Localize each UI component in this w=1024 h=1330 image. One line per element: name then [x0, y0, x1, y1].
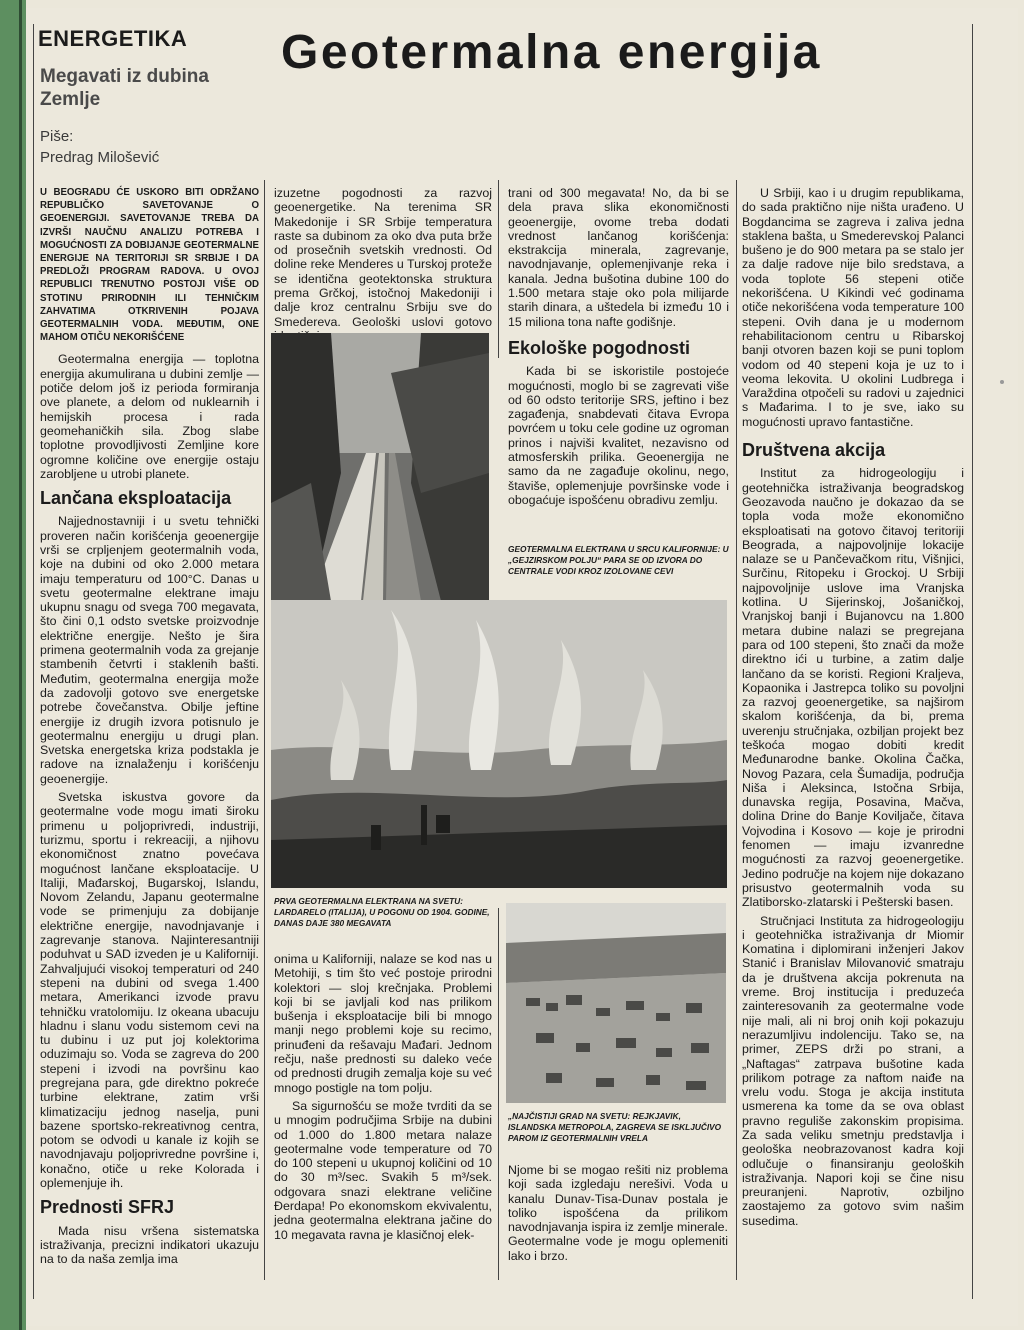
paragraph-sigurnost: Sa sigurnošću se može tvrditi da se u mnogim područjima Srbije na dubini od 1.000 do 1.800 metara nalaze geotermalne vode temperature od 70 do 100 stepeni u ukupnoj količini od 10 do 30 m³/sec. Svakih 5 m³/sek. odgovara snazi elektrane veličine Đerdapa! Po ekonomskom ekvivalentu, jedna geotermalna elektrana jačine do 10 megavata ravna je klasičnoj elek-	[274, 1098, 492, 1242]
lead-paragraph	[40, 186, 259, 344]
photo-reykjavik	[506, 903, 726, 1103]
paragraph-strucnjaci: Stručnjaci Instituta za hidrogeologiju i geotehnička istraživanja dr Miomir Komatina i diplomirani inženjeri Jakov Stanić i Branislav Milovanović smatraju da je društvena akcija pokrenuta na vreme. Broj institucija i preduzeća zainteresovanih za geotermalne vode nije mali, ali ni broj onih koji pokazuju nerazumljivu indolenciju. Tako se, na primer, ZEPS drži po strani, a „Naftagas“ zatrpava bušotine kada prilikom potrage za naftom naiđe na vrelu vodu. Stoga je akcija instituta usmerena ka tome da se ova oblast pravno reguliše zakonskim propisima. Za sada veliku smetnju predstavlja i geološka neobrazovanost kadra koji odlučuje o finansiranju geoloških istraživanja. Napori koji se čine nisu preuranjeni. Naprotiv, ozbiljno zaostajemo za gotovo svim našim susedima.	[742, 913, 964, 1228]
paragraph-dunav: Njome bi se mogao rešiti niz problema koji sada izgledaju nerešivi. Voda u kanalu Dunav-Tisa-Dunav postala je toliko ispošćena da prilikom navodnjavanja ispira iz zemlje minerale. Geotermalne vode je mogu oplemeniti lako i brzo.	[508, 1163, 728, 1263]
lead-text: U BEOGRADU ĆE USKORO BITI ODRŽANO REPUBLIČKO SAVETOVANJE O GEOENERGIJI. SAVETOVANJE TREBA DA IZVRŠI NAUČNU ANALIZU POTREBA I MOGUĆNOSTI ZA DOBIJANJE GEOTERMALNE ENERGIJE NA TERITORIJI SR SRBIJE I DA PREDLOŽI PROGRAM RADOVA. U OVOJ REPUBLICI TRENUTNO POSTOJI VIŠE OD STOTINU PRIRODNIH ILI TEHNIČKIM ZAHVATIMA OTKRIVENIH POJAVA GEOTERMALNIH VODA. MEĐUTIM, ONE MAHOM OTIČU NEKORIŠĆENE	[40, 187, 259, 344]
column-rule-left	[33, 24, 34, 1299]
paragraph-metohija: onima u Kaliforniji, nalaze se kod nas u Metohiji, s tim što već postoje prirodni kolektori — sloj krečnjaka. Problemi koji bi se javljali kod nas prilikom bušenja i eksploatacije bili bi mnogo manji nego problemi koje su recimo, prinuđeni da rešavaju Mađari. Jednom rečju, naše prednosti su daleko veće od prednosti drugih zemalja koje su već mnogo postigle na tom polju.	[274, 952, 492, 1095]
photo-geysers-field	[271, 600, 727, 888]
column-3-top	[508, 186, 729, 511]
paragraph-lancana-2: Svetska iskustva govore da geotermalne vode mogu imati široku primenu u poljoprivredi, industriji, turizmu, sportu i rekreaciji, a njihovu ekonomičnost znatno povećava mogućnost lančane eksploatacije. U Italiji, Mađarskoj, Bugarskoj, Islandu, Novom Zelandu, Japanu geotermalne vode se primenjuju za dobijanje električne energije, navodnjavanje i zagrevanje stanova. Najinteresantniji poduhvat u SAD izveden je u Kaliforniji. Zahvaljujući visokoj temperaturi od 240 stepeni na dubini od svega 1.400 metara, Amerikanci izvode pravu tehničku vratolomiju. Iz okeana ubacuju hladnu i slanu vodu sistemom cevi na tu dubinu i uz put joj kolektorima oduzimaju so. Voda se zagreva do 200 stepeni i izvodi na površinu kao pregrejana para, gde direktno pokreće turbine elektrane, zatim vrši klimatizaciju jednog naselja, puni bazene sportsko-rekreativnog centra, potom se odvodi u kanale iz kojih se navodnjavaju poljoprivredne površine i, konačno, otiče u reke Kolorada i oplemenjuje ih.	[40, 790, 259, 1191]
subheading-ekoloske: Ekološke pogodnosti	[508, 337, 691, 358]
column-rule-2-lower	[498, 908, 499, 1280]
column-rule-3	[736, 180, 737, 1280]
margin-mark	[1000, 380, 1004, 384]
page-binding-edge	[0, 0, 26, 1330]
paragraph-pogodnosti: izuzetne pogodnosti za razvoj geoenergetike. Na terenima SR Makedonije i SR Srbije temperatura raste sa dubinom za oko dva puta brže od prosečnih svetskih vrednosti. Od doline reke Menderes u Turskoj proteže se identična geotektonska struktura prema Grčkoj, istočnoj Makedoniji i dalje kroz centralnu Srbiju sve do Smedereva. Geološki uslovi gotovo	[274, 186, 492, 329]
column-2-top	[274, 186, 492, 347]
paragraph-ekoloske: Kada bi se iskoristile postojeće mogućnosti, moglo bi se zagrevati više od 60 odsto teritorije SRS, jeftino i bez zagađenja, snabdevati čitava Evropa povrćem u toku cele godine uz ogroman prinos i najviši kvalitet, nezavisno od atmosferskih prilika. Geoenergija ne samo da ne zagađuje okolinu, nego, štaviše, oplemenjuje površinske vode i obogaćuje ispošćenu obradivu zemlju.	[508, 364, 729, 507]
caption-reykjavik: „NAJČISTIJI GRAD NA SVETU: REJKJAVIK, ISLANDSKA METROPOLA, ZAGREVA SE ISKLJUČIVO PAROM IZ GEOTERMALNIH VRELA	[508, 1111, 722, 1143]
column-1	[40, 186, 259, 1271]
article-headline: Geotermalna energija	[281, 26, 822, 79]
section-kicker: ENERGETIKA	[38, 26, 188, 51]
author-name: Predrag Milošević	[40, 149, 160, 166]
caption-geysers: GEOTERMALNA ELEKTRANA U SRCU KALIFORNIJE: U „GEJZIRSKOM POLJU“ PARA SE OD IZVORA DO CENTRALE VODI KROZ IZOLOVANE CEVI	[508, 544, 729, 576]
subheading-prednosti: Prednosti SFRJ	[40, 1197, 175, 1218]
intro-paragraph: Geotermalna energija — toplotna energija akumulirana u dubini zemlje — potiče delom još iz perioda formiranja ove planete, a delom od nuklearnih i hemijskih procesa i rada geomehaničkih sila. Zbog slabe toplotne provodljivosti Zemljine kore ogromne količine ove energije ostaju zarobljene u utrobi planete.	[40, 352, 259, 481]
column-4	[742, 186, 964, 1232]
paragraph-institut: Institut za hidrogeologiju i geotehnička istraživanja beogradskog Geozavoda naučno je dokazao da se topla voda može ekonomično eksploatisati na gotovo čitavoj teritoriji Beograda, a najpovoljnije lokacije nalaze se u Pančevačkom ritu, Višnjici, Surčinu, Ritopeku i Grockoj. U Srbiji najpovoljnije uslove ima Vranjska kotlina. U Sijerinskoj, Jošaničkoj, Vranjskoj banji i Bujanovcu na 1.800 metara dubine nalazi se pregrejana para od 100 stepeni, što znači da može direktno ići u turbine, a zatim dalje lančano da se koristi. Regioni Kraljeva, Kopaonika i Jastrepca toliko su povoljni za razvoj geoenergetike, sa najširom skalom korišćenja, da bi, prema uverenju stručnjaka, ozbiljan projekt bez teškoća mogao dobiti kredit Međunarodne banke. Okolina Čačka, Novog Pazara, cela Šumadija, područja Niša i Aleksinca, Istočna Srbija, dunavska regija, Posavina, Mačva, dolina Drine do Banje Koviljače, čitava Vojvodina i Kosovo — koje je prirodni fenomen — imaju izvanredne mogućnosti za razvoj geoenergetike. Jedino područje na kojem nije dokazano prisustvo geotermalnih voda su Zlatiborsko-zlatarski i Pešterski basen.	[742, 466, 964, 910]
column-2-bottom	[274, 952, 492, 1246]
photo-larderello-pipes	[271, 333, 489, 601]
byline	[40, 126, 260, 168]
paragraph-srbija: U Srbiji, kao i u drugim republikama, do sada praktično nije ništa urađeno. U Bogdancima se zagreva i zaliva jedna staklena bašta, u Smederevskoj Palanci bušeno je do 900 metara pa se stalo jer za dalje radove nije bilo sredstava, a voda toplote 56 stepeni otiče nekorišćena. U Kikindi već godinama otiče nekorišćena voda temperature 100 stepeni. Ovih dana je u modernom rehabilitacionom centru u Ribarskoj banji otvoren bazen koji se puni toplom vodom od 40 stepeni koja je uz to i veoma lekovita. U okolini Ludbrega i Varaždina otpočeli su radovi u zajednici s Mađarima. I to je sve, iako su mogućnosti upravo fantastične.	[742, 186, 964, 429]
paragraph-lancana-1: Najjednostavniji i u svetu tehnički proveren način korišćenja geoenergije vrši se crpljenjem geotermalnih voda, koje na dubini od oko 2.000 metara imaju temperaturu od 100°C. Danas u svetu geotermalne elektrane imaju ukupnu snagu od svega 700 megavata, što čini 0,1 odsto svetske proizvodnje električne energije. Nešto je šira primena geotermalnih voda za grejanje stambenih četvrti i staklenih bašti. Međutim, geotermalna energija može da zadovolji gotovo sve energetske potrebe čovečanstva. Obilje jeftine energije iz drugih izvora potisnulo je geotermalnu energiju u drugi plan. Svetska energetska kriza podstakla je radove na iznalaženju i korišćenju geoenergije.	[40, 514, 259, 786]
column-rule-2	[498, 180, 499, 358]
paragraph-elektrana: trani od 300 megavata! No, da bi se dela prava slika ekonomičnosti geoenergije, ovome treba dodati vrednost lančanog korišćenja: ekstrakcija minerala, zagrevanje, navodnjavanje, oplemenjivanje reka i kanala. Jedna bušotina dubine 100 do 1.500 metara staje oko pola milijarde starih dinara, a uštedela bi između 10 i 15 miliona tona nafte godišnje.	[508, 186, 729, 329]
paragraph-prednosti: Mada nisu vršena sistematska istraživanja, precizni indikatori ukazuju na to da naša zemlja ima	[40, 1223, 259, 1267]
column-rule-1	[264, 180, 265, 1280]
subheading-drustvena: Društvena akcija	[742, 440, 886, 461]
column-rule-right	[972, 24, 973, 1299]
subheading-lancana: Lančana eksploatacija	[40, 488, 232, 509]
magazine-page	[26, 8, 1018, 1326]
caption-larderello: PRVA GEOTERMALNA ELEKTRANA NA SVETU: LARDARELO (ITALIJA), U POGONU OD 1904. GODINE, DANAS DAJE 380 MEGAVATA	[274, 896, 490, 928]
column-3-bottom	[508, 1163, 728, 1267]
byline-label: Piše:	[40, 128, 74, 145]
article-subtitle: Megavati iz dubina Zemlje	[40, 66, 209, 110]
